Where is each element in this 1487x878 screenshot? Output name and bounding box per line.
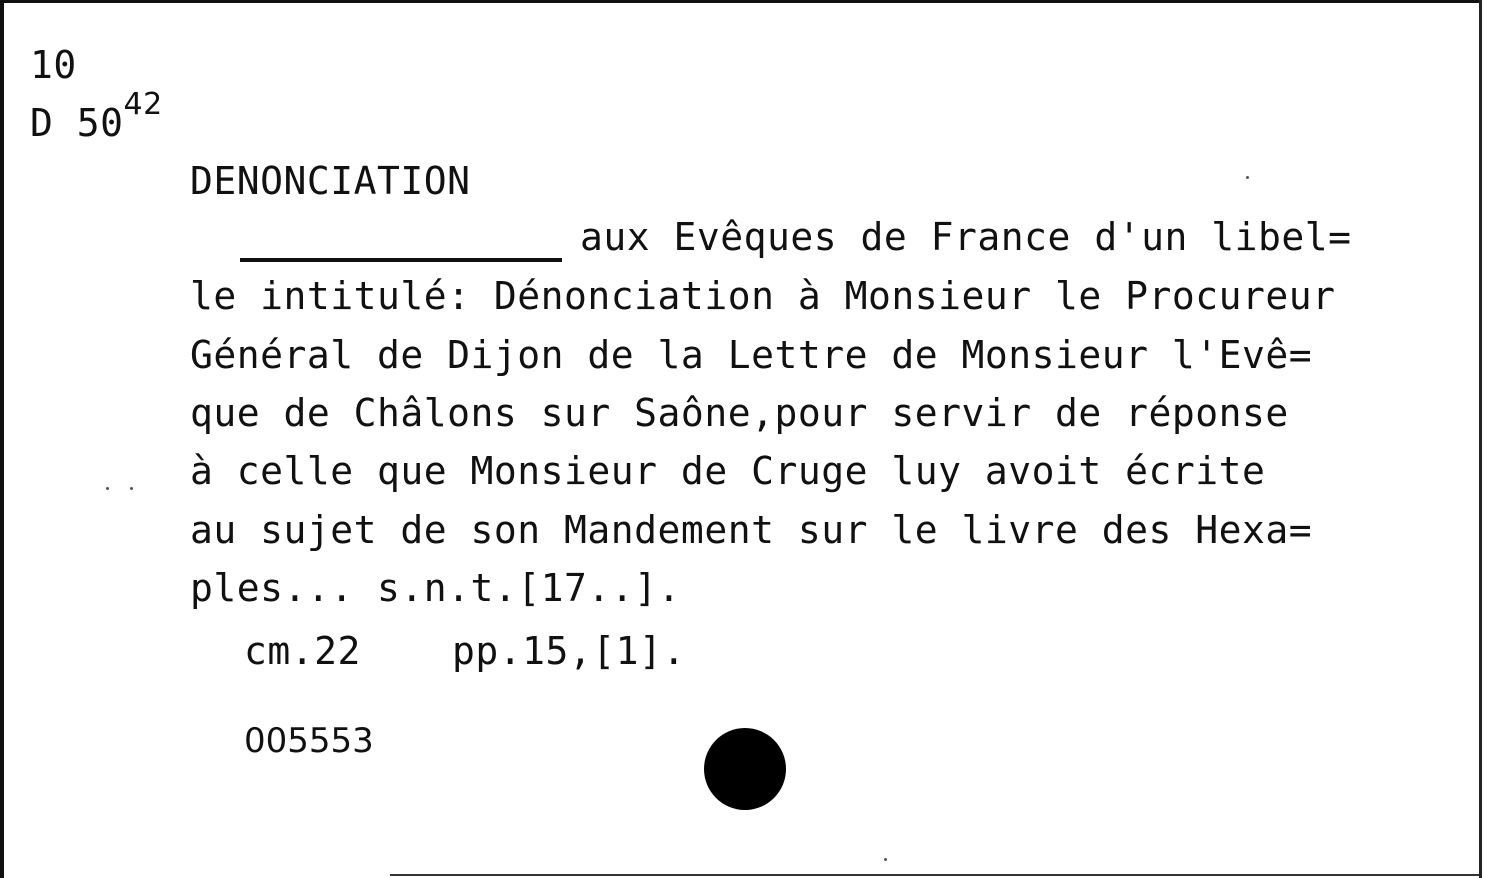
record-number: 005553 [244, 721, 374, 761]
speck [884, 858, 887, 861]
shelfmark-line-1: 10 [30, 43, 77, 87]
body-line: aux Evêques de France d'un libel= [580, 215, 1352, 259]
card-border-top [2, 0, 1479, 3]
body-line: au sujet de son Mandement sur le livre des Hexa= [190, 508, 1313, 552]
punched-hole [704, 728, 786, 810]
body-line: le intitulé: Dénonciation à Monsieur le Procureur [190, 274, 1336, 318]
body-line: à celle que Monsieur de Cruge luy avoit écrite [190, 449, 1266, 493]
speck [130, 487, 133, 490]
heading: DENONCIATION [190, 159, 471, 203]
title-dash-rule [240, 258, 562, 262]
speck [106, 487, 109, 490]
card-border-left [0, 0, 4, 878]
body-line: Général de Dijon de la Lettre de Monsieur l'Evê= [190, 333, 1313, 377]
body-line: que de Châlons sur Saône,pour servir de réponse [190, 391, 1289, 435]
card-border-bottom [390, 874, 1479, 876]
card-border-right [1479, 0, 1482, 878]
speck [1246, 176, 1249, 179]
collation-pages: pp.15,[1]. [452, 629, 686, 673]
shelfmark-line-2 [30, 87, 163, 150]
shelfmark-main: D 50 [30, 101, 124, 145]
body-line: ples... s.n.t.[17..]. [190, 566, 681, 610]
collation-size: cm.22 [244, 629, 361, 673]
shelfmark-superscript: 42 [123, 87, 163, 122]
